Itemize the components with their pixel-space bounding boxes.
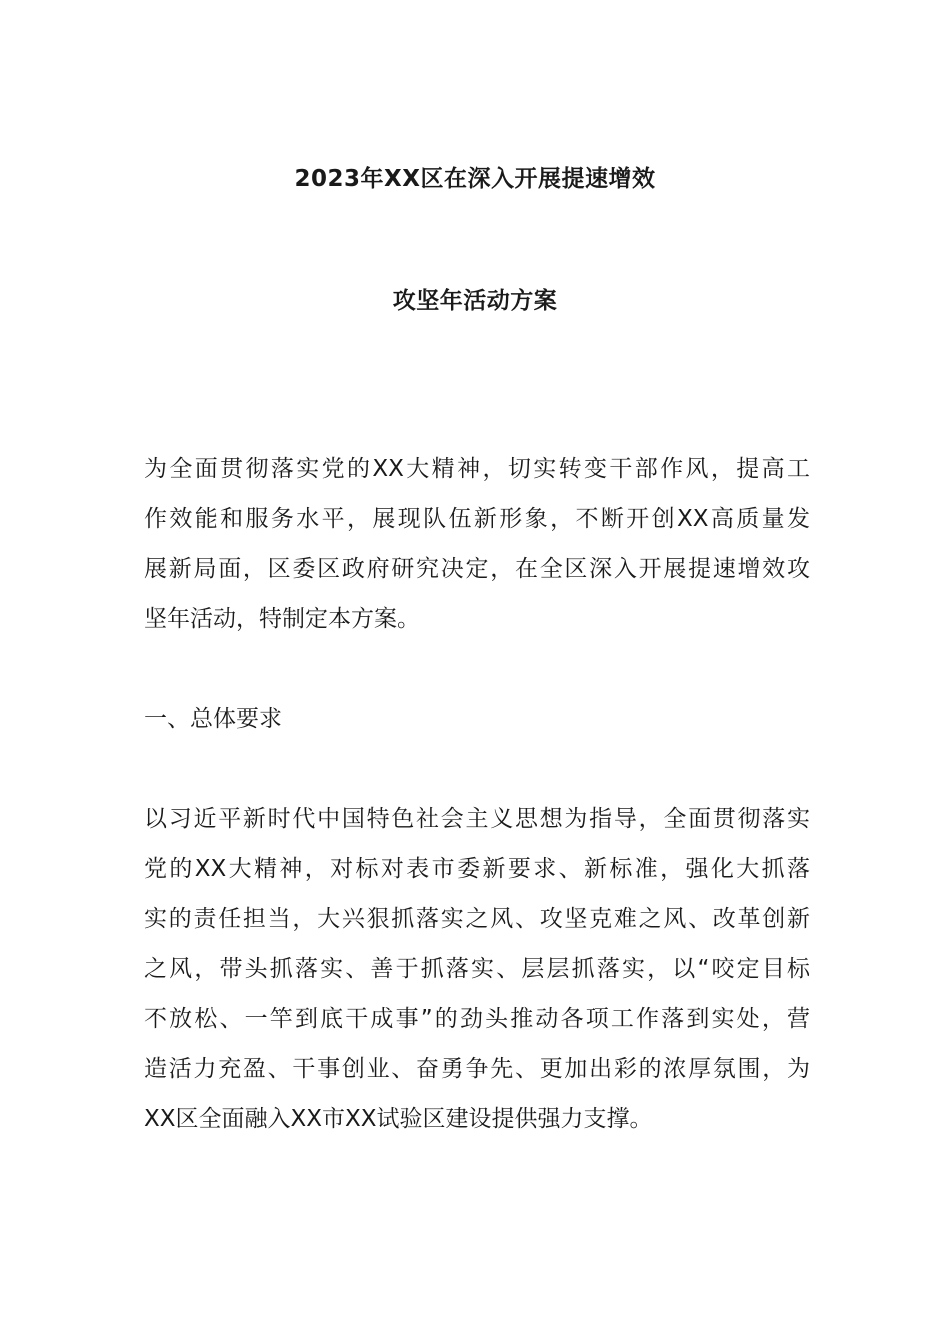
document-title-line-2: 攻坚年活动方案 bbox=[392, 288, 558, 314]
intro-paragraph bbox=[144, 444, 810, 644]
body-line: 造活力充盈、干事创业、奋勇争先、更加出彩的浓厚氛围，为 bbox=[144, 1056, 810, 1082]
intro-line: 展新局面，区委区政府研究决定，在全区深入开展提速增效攻 bbox=[144, 556, 810, 582]
body-line: 不放松、一竿到底干成事”的劲头推动各项工作落到实处，营 bbox=[144, 1006, 810, 1032]
intro-line: 为全面贯彻落实党的XX大精神，切实转变干部作风，提高工 bbox=[144, 456, 810, 482]
intro-line: 作效能和服务水平，展现队伍新形象，不断开创XX高质量发 bbox=[144, 506, 810, 532]
section-1-heading: 一、总体要求 bbox=[144, 706, 282, 732]
body-line: 之风，带头抓落实、善于抓落实、层层抓落实，以“咬定目标 bbox=[144, 956, 810, 982]
document-title-line-1: 2023年XX区在深入开展提速增效 bbox=[294, 166, 656, 192]
body-line: 以习近平新时代中国特色社会主义思想为指导，全面贯彻落实 bbox=[144, 806, 810, 832]
intro-line: 坚年活动，特制定本方案。 bbox=[144, 606, 420, 632]
body-line: 实的责任担当，大兴狠抓落实之风、攻坚克难之风、改革创新 bbox=[144, 906, 810, 932]
body-line: XX区全面融入XX市XX试验区建设提供强力支撑。 bbox=[144, 1106, 653, 1132]
section-heading bbox=[144, 694, 810, 744]
section-1-paragraph bbox=[144, 794, 810, 1144]
body-line: 党的XX大精神，对标对表市委新要求、新标准，强化大抓落 bbox=[144, 856, 810, 882]
